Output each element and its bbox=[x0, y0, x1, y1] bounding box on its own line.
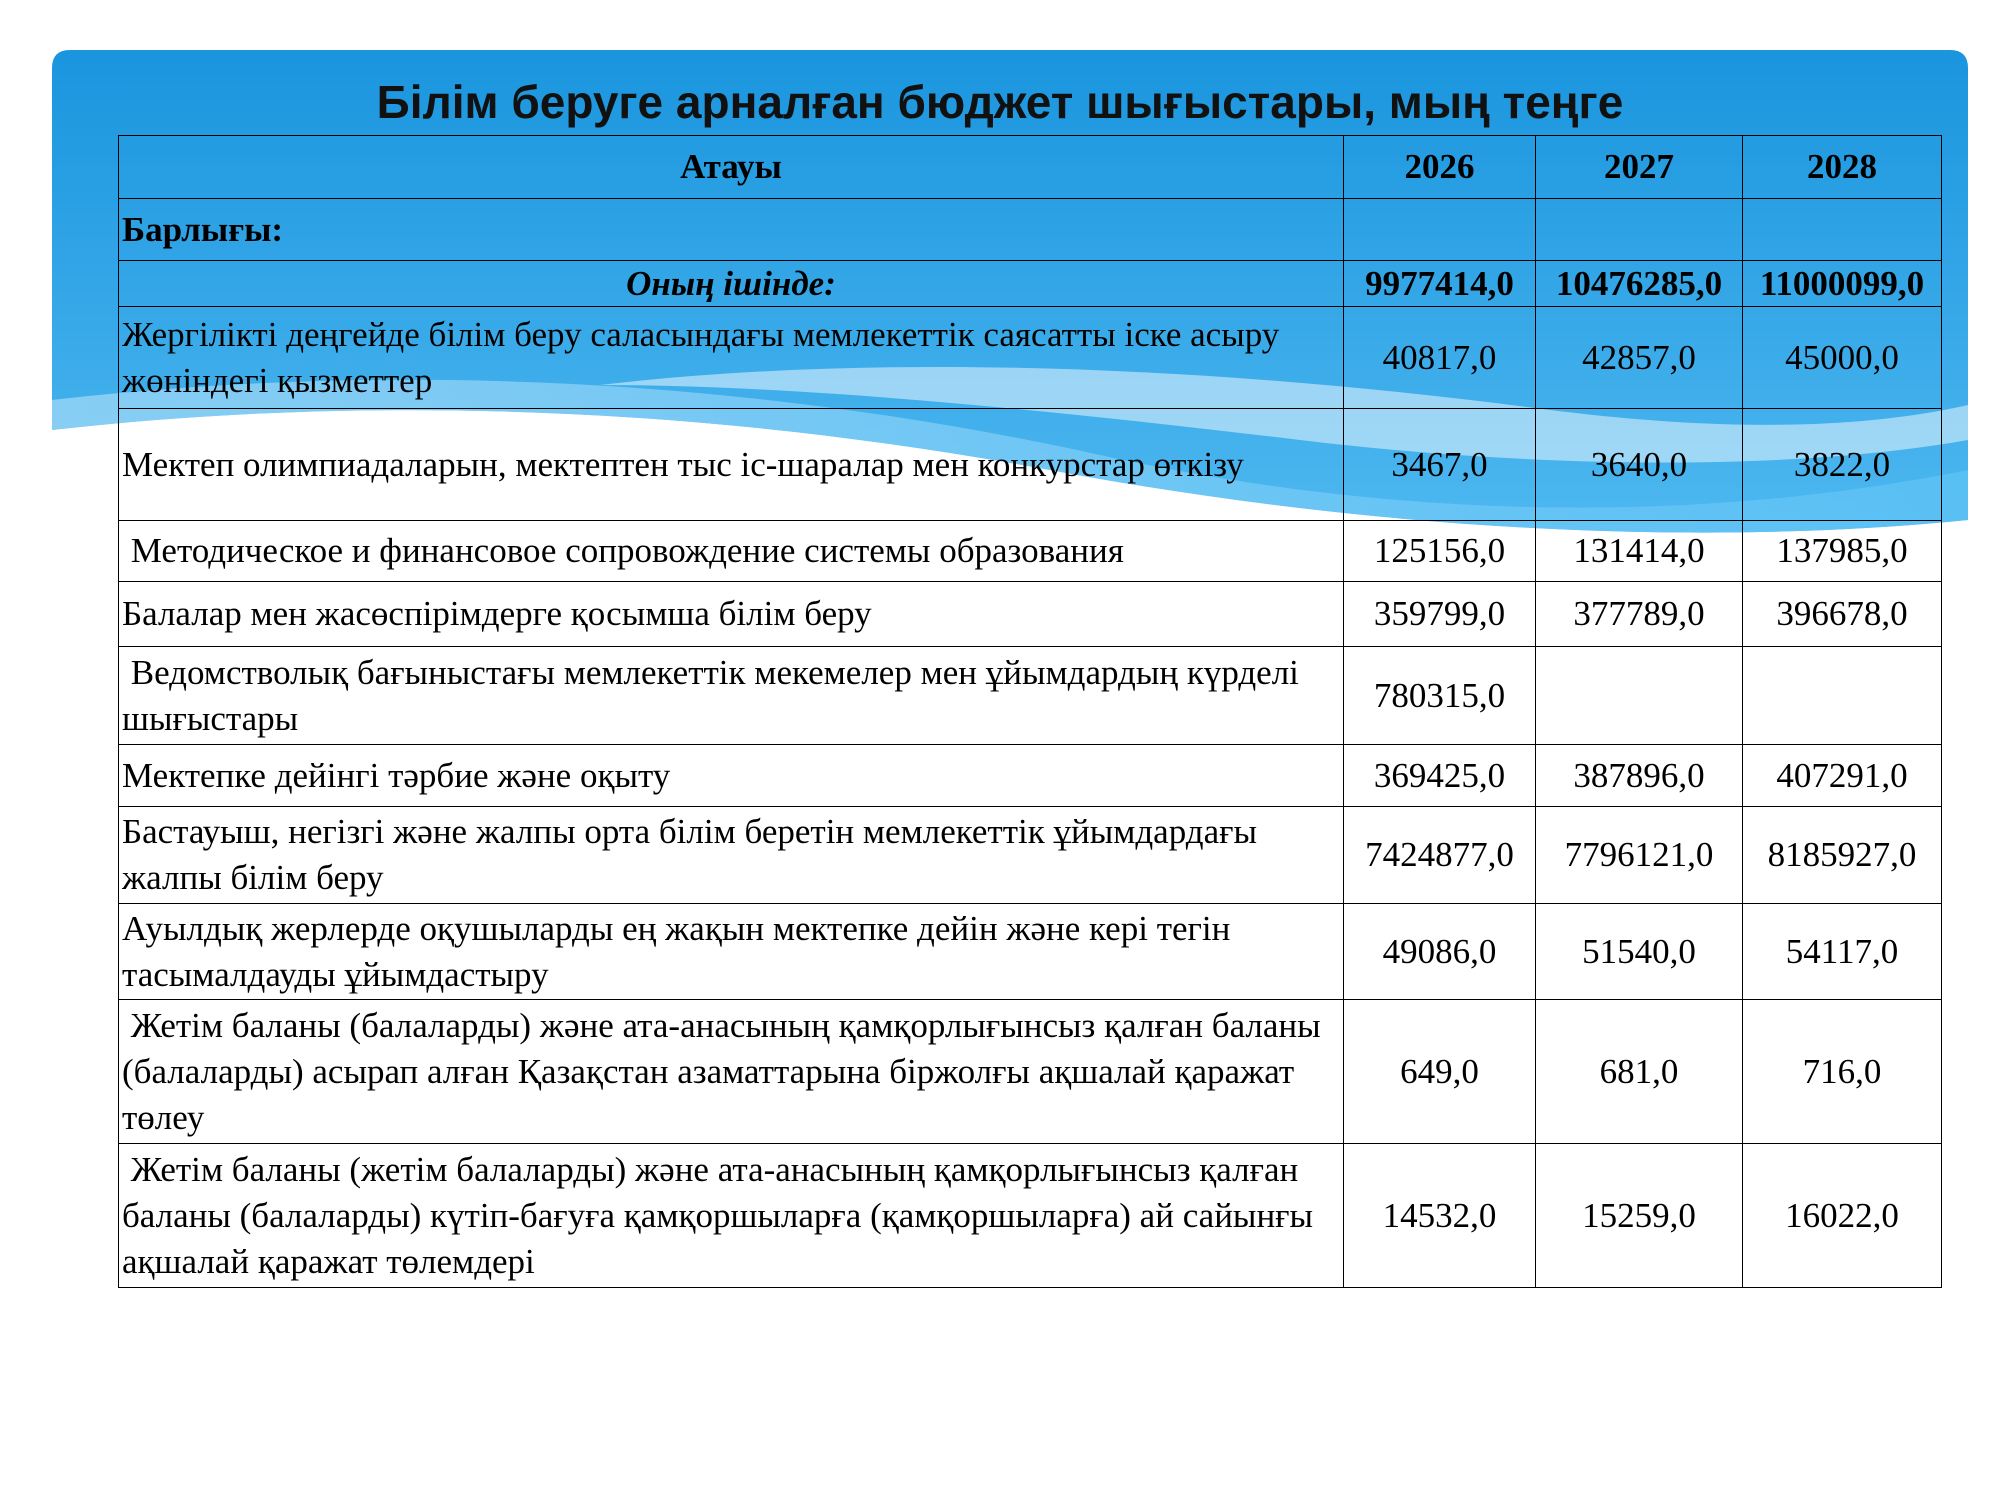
row-name: Жетім баланы (жетім балаларды) және ата-анасының қамқорлығынсыз қалған баланы (балаларды) күтіп-бағуға қамқоршыларға (қамқоршыларға) ай сайынғы ақшалай қаражат төлемдері bbox=[119, 1144, 1344, 1288]
total-value-2026 bbox=[1344, 199, 1536, 261]
row-value-2027: 42857,0 bbox=[1536, 307, 1743, 409]
table-row bbox=[119, 647, 1942, 745]
table-row bbox=[119, 409, 1942, 521]
row-name: Ауылдық жерлерде оқушыларды ең жақын мектепке дейін және кері тегін тасымалдауды ұйымдастыру bbox=[119, 904, 1344, 1000]
table-row bbox=[119, 307, 1942, 409]
table-row bbox=[119, 745, 1942, 807]
row-value-2026: 49086,0 bbox=[1344, 904, 1536, 1000]
table-row bbox=[119, 521, 1942, 582]
row-name: Бастауыш, негізгі және жалпы орта білім беретін мемлекеттік ұйымдардағы жалпы білім беру bbox=[119, 807, 1344, 904]
row-value-2026: 649,0 bbox=[1344, 1000, 1536, 1144]
table-row bbox=[119, 904, 1942, 1000]
row-name: Методическое и финансовое сопровождение системы образования bbox=[119, 521, 1344, 582]
slide-title: Білім беруге арналған бюджет шығыстары, мың теңге bbox=[376, 76, 1624, 128]
row-value-2026: 369425,0 bbox=[1344, 745, 1536, 807]
row-value-2026: 780315,0 bbox=[1344, 647, 1536, 745]
row-value-2028: 3822,0 bbox=[1743, 409, 1942, 521]
header-year-2027: 2027 bbox=[1536, 136, 1743, 199]
table-row bbox=[119, 1144, 1942, 1288]
subtotal-value-2028: 11000099,0 bbox=[1743, 261, 1942, 307]
row-value-2028: 137985,0 bbox=[1743, 521, 1942, 582]
row-value-2027: 7796121,0 bbox=[1536, 807, 1743, 904]
row-value-2026: 14532,0 bbox=[1344, 1144, 1536, 1288]
row-name: Жетім баланы (балаларды) және ата-анасының қамқорлығынсыз қалған баланы (балаларды) асырап алған Қазақстан азаматтарына біржолғы ақшалай қаражат төлеу bbox=[119, 1000, 1344, 1144]
subtotal-label: Оның ішінде: bbox=[119, 261, 1344, 307]
row-value-2028: 54117,0 bbox=[1743, 904, 1942, 1000]
total-row bbox=[119, 199, 1942, 261]
row-value-2027: 681,0 bbox=[1536, 1000, 1743, 1144]
header-year-2026: 2026 bbox=[1344, 136, 1536, 199]
row-value-2027 bbox=[1536, 647, 1743, 745]
row-value-2026: 125156,0 bbox=[1344, 521, 1536, 582]
row-name: Балалар мен жасөспірімдерге қосымша білім беру bbox=[119, 582, 1344, 647]
row-value-2028: 45000,0 bbox=[1743, 307, 1942, 409]
row-value-2028: 8185927,0 bbox=[1743, 807, 1942, 904]
table-header-row bbox=[119, 136, 1942, 199]
row-value-2026: 7424877,0 bbox=[1344, 807, 1536, 904]
row-name: Ведомстволық бағыныстағы мемлекеттік мекемелер мен ұйымдардың күрделі шығыстары bbox=[119, 647, 1344, 745]
row-value-2028: 16022,0 bbox=[1743, 1144, 1942, 1288]
row-value-2028: 716,0 bbox=[1743, 1000, 1942, 1144]
total-value-2028 bbox=[1743, 199, 1942, 261]
total-value-2027 bbox=[1536, 199, 1743, 261]
row-name: Мектепке дейінгі тәрбие және оқыту bbox=[119, 745, 1344, 807]
budget-table bbox=[118, 135, 1942, 1288]
row-value-2028: 396678,0 bbox=[1743, 582, 1942, 647]
row-name: Жергілікті деңгейде білім беру саласындағы мемлекеттік саясатты іске асыру жөніндегі қызметтер bbox=[119, 307, 1344, 409]
total-label: Барлығы: bbox=[119, 199, 1344, 261]
subtotal-value-2027: 10476285,0 bbox=[1536, 261, 1743, 307]
row-value-2027: 131414,0 bbox=[1536, 521, 1743, 582]
row-value-2027: 51540,0 bbox=[1536, 904, 1743, 1000]
row-value-2026: 40817,0 bbox=[1344, 307, 1536, 409]
row-value-2026: 359799,0 bbox=[1344, 582, 1536, 647]
row-value-2027: 3640,0 bbox=[1536, 409, 1743, 521]
row-value-2026: 3467,0 bbox=[1344, 409, 1536, 521]
row-value-2028 bbox=[1743, 647, 1942, 745]
header-year-2028: 2028 bbox=[1743, 136, 1942, 199]
table-row bbox=[119, 807, 1942, 904]
header-name: Атауы bbox=[119, 136, 1344, 199]
row-value-2027: 387896,0 bbox=[1536, 745, 1743, 807]
row-name: Мектеп олимпиадаларын, мектептен тыс іс-шаралар мен конкурстар өткізу bbox=[119, 409, 1344, 521]
table-row bbox=[119, 1000, 1942, 1144]
row-value-2028: 407291,0 bbox=[1743, 745, 1942, 807]
table-row bbox=[119, 582, 1942, 647]
subtotal-row bbox=[119, 261, 1942, 307]
row-value-2027: 377789,0 bbox=[1536, 582, 1743, 647]
row-value-2027: 15259,0 bbox=[1536, 1144, 1743, 1288]
subtotal-value-2026: 9977414,0 bbox=[1344, 261, 1536, 307]
